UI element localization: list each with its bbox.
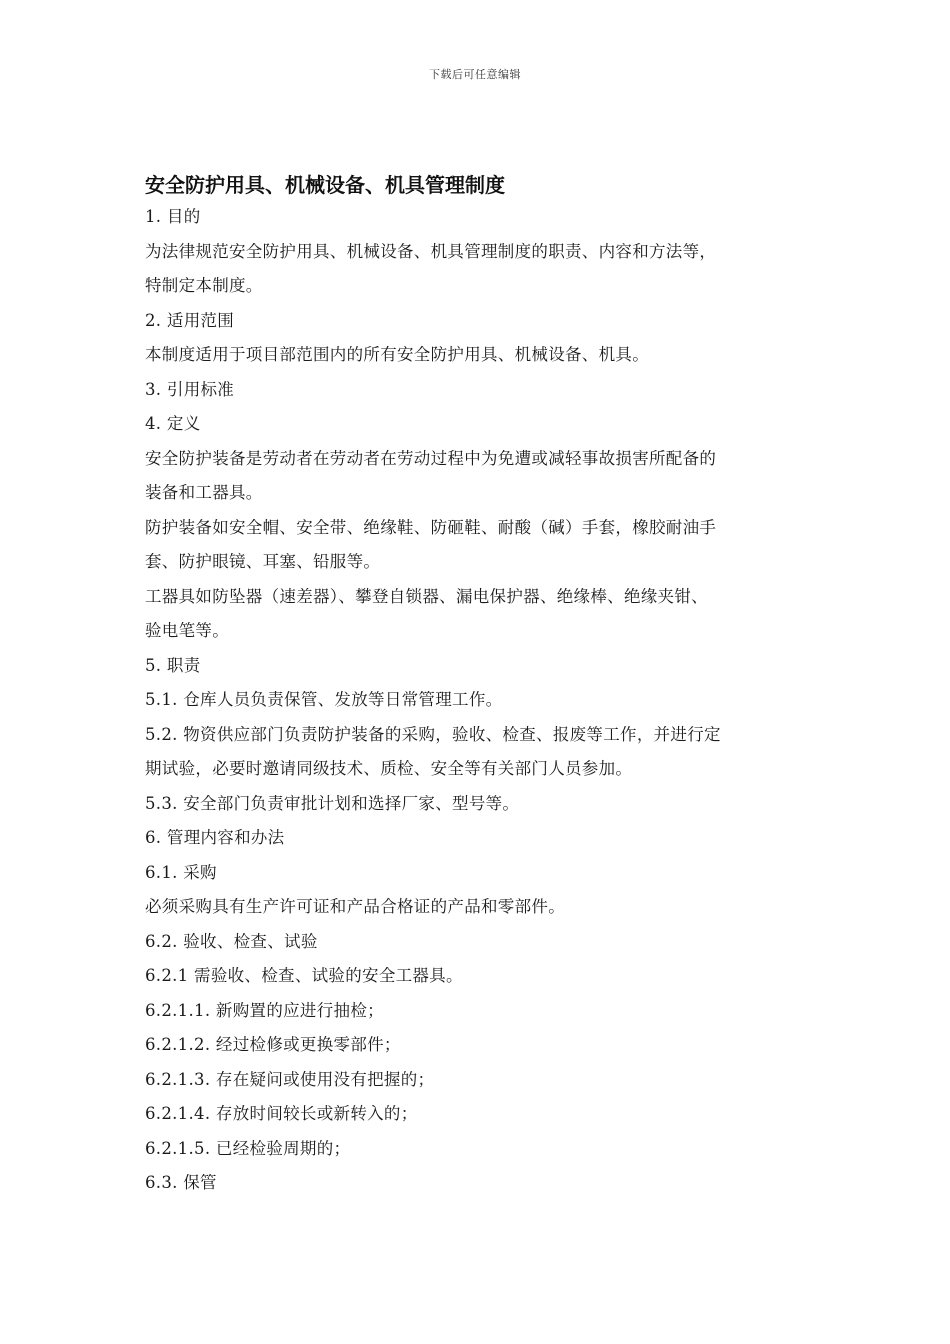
body-line: 特制定本制度。 [145,276,263,295]
section-heading-definitions: 4. 定义 [145,414,201,433]
clause-line: 5.2. 物资供应部门负责防护装备的采购，验收、检查、报废等工作，并进行定 [145,724,721,744]
clause-line: 6.2.1.2. 经过检修或更换零部件； [145,1035,401,1054]
clause-line: 6.3. 保管 [145,1173,217,1192]
clause-line: 6.2. 验收、检查、试验 [145,931,318,951]
body-line: 为法律规范安全防护用具、机械设备、机具管理制度的职责、内容和方法等， [145,241,717,261]
body-line: 必须采购具有生产许可证和产品合格证的产品和零部件。 [145,897,565,916]
clause-line: 6.2.1 需验收、检查、试验的安全工器具。 [145,966,463,985]
clause-line: 6.2.1.4. 存放时间较长或新转入的； [145,1104,418,1123]
clause-line: 6.1. 采购 [145,862,217,882]
section-heading-responsibilities: 5. 职责 [145,655,201,675]
clause-line: 6.2.1.3. 存在疑问或使用没有把握的； [145,1069,435,1089]
section-heading-scope: 2. 适用范围 [145,310,235,330]
document-body [145,170,815,1201]
clause-line: 6.2.1.5. 已经检验周期的； [145,1138,351,1158]
section-heading-purpose: 1. 目的 [145,207,201,226]
clause-line: 5.3. 安全部门负责审批计划和选择厂家、型号等。 [145,793,520,813]
body-line: 装备和工器具。 [145,483,263,502]
header-note: 下载后可任意编辑 [429,68,521,81]
body-line: 工器具如防坠器（速差器）、攀登自锁器、漏电保护器、绝缘棒、绝缘夹钳、 [145,586,708,606]
clause-line: 5.1. 仓库人员负责保管、发放等日常管理工作。 [145,690,503,709]
body-line: 防护装备如安全帽、安全带、绝缘鞋、防砸鞋、耐酸（碱）手套，橡胶耐油手 [145,517,717,537]
body-line: 套、防护眼镜、耳塞、铅服等。 [145,552,381,571]
clause-line: 6.2.1.1. 新购置的应进行抽检； [145,1000,384,1020]
section-heading-management: 6. 管理内容和办法 [145,828,285,847]
body-line: 安全防护装备是劳动者在劳动者在劳动过程中为免遭或减轻事故损害所配备的 [145,448,717,468]
section-heading-references: 3. 引用标准 [145,379,235,399]
body-line: 本制度适用于项目部范围内的所有安全防护用具、机械设备、机具。 [145,345,649,364]
body-line: 验电笔等。 [145,621,229,640]
body-line: 期试验，必要时邀请同级技术、质检、安全等有关部门人员参加。 [145,759,633,778]
document-title: 安全防护用具、机械设备、机具管理制度 [145,173,505,197]
